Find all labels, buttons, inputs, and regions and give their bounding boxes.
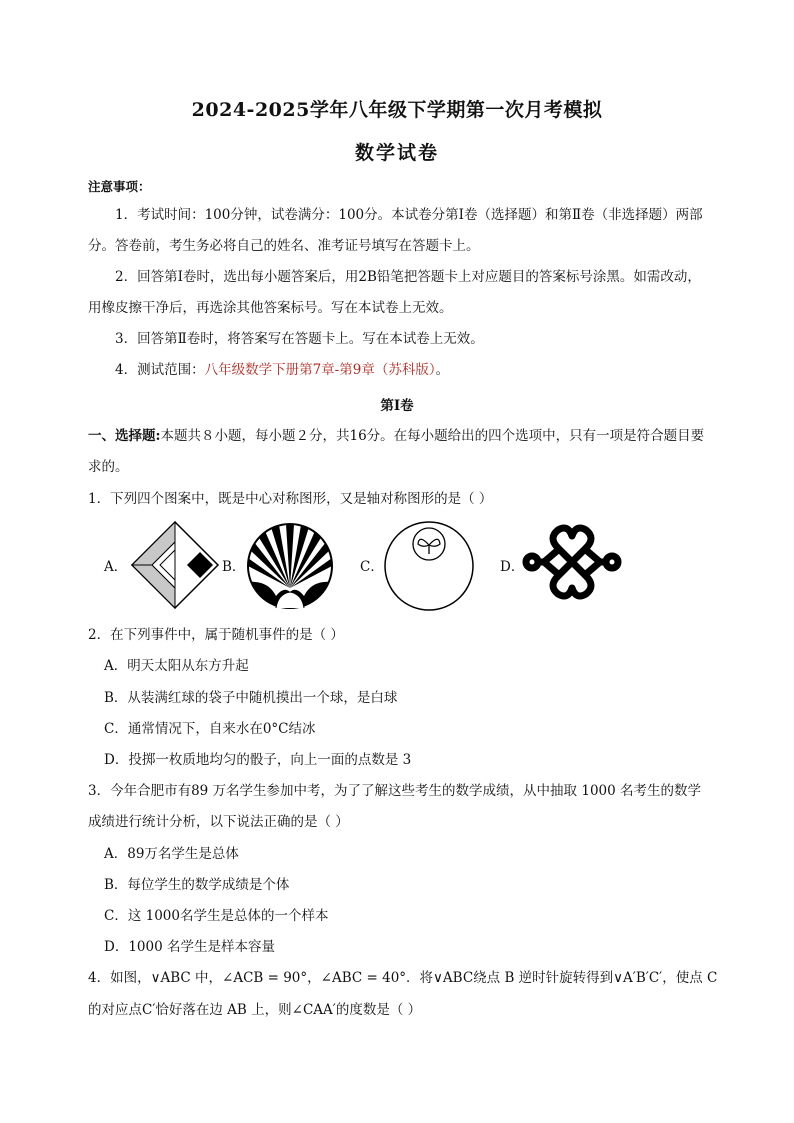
- q1-option-b-label: B．: [222, 559, 246, 575]
- notice-item-1: 1．考试时间：100分钟，试卷满分：100分。本试卷分第Ⅰ卷（选择题）和第Ⅱ卷（非选择题）两部分。答卷前，考生务必将自己的姓名、准考证号填写在答题卡上。: [88, 207, 703, 254]
- q2-option-a: A．明天太阳从东方升起: [104, 658, 249, 674]
- q1-figure-c: [383, 520, 477, 612]
- section-title: 第Ⅰ卷: [380, 398, 414, 414]
- notice-item-4-suffix: 。: [435, 362, 450, 378]
- q1-figure-d: [522, 522, 622, 602]
- exam-title: 2024-2025学年八年级下学期第一次月考模拟: [191, 99, 603, 121]
- q2-option-b: B．从装满红球的袋子中随机摸出一个球，是白球: [104, 690, 398, 706]
- part1-text: 本题共８小题，每小题２分，共16分。在每小题给出的四个选项中，只有一项是符合题目要求的。: [88, 428, 705, 475]
- q3-stem-line-1: 3．今年合肥市有89 万名学生参加中考，为了了解这些考生的数学成绩，从中抽取 1000 名考生的数学: [88, 783, 701, 799]
- q3-option-a: A．89万名学生是总体: [104, 846, 239, 862]
- test-range: 八年级数学下册第7章-第9章（苏科版）: [204, 362, 436, 378]
- q1-option-a-label: A．: [104, 559, 128, 575]
- part1-instructions: [88, 421, 708, 483]
- notice-item-4-prefix: 4．测试范围：: [115, 362, 205, 378]
- q2-option-d: D．投掷一枚质地均匀的骰子，向上一面的点数是 3: [104, 752, 412, 768]
- q3-option-b: B．每位学生的数学成绩是个体: [104, 877, 290, 893]
- q2-option-c: C．通常情况下，自来水在0°C结冰: [104, 721, 316, 737]
- q4-stem-line-2: 的对应点C′恰好落在边 AB 上，则∠CAA′的度数是（ ）: [88, 1002, 422, 1018]
- exam-subtitle: 数学试卷: [354, 142, 439, 164]
- q3-stem-line-2: 成绩进行统计分析，以下说法正确的是（ ）: [88, 814, 349, 830]
- q1-option-c-label: C．: [360, 559, 384, 575]
- notice-item-2: 2．回答第Ⅰ卷时，选出每小题答案后，用2B铅笔把答题卡上对应题目的答案标号涂黑。如需改动，用橡皮擦干净后，再选涂其他答案标号。写在本试卷上无效。: [88, 269, 701, 316]
- q1-figure-a: [130, 520, 220, 610]
- part1-heading: 一、选择题:: [88, 428, 161, 444]
- notice-item-4: [88, 355, 708, 386]
- q1-figure-b: [246, 522, 334, 610]
- q3-option-d: D．1000 名学生是样本容量: [104, 939, 275, 955]
- q2-stem: 2．在下列事件中，属于随机事件的是（ ）: [88, 627, 344, 643]
- notice-heading: 注意事项：: [88, 179, 151, 194]
- q3-option-c: C．这 1000名学生是总体的一个样本: [104, 908, 329, 924]
- q4-stem-line-1: 4．如图，∨ABC 中，∠ACB = 90°，∠ABC = 40°．将∨ABC绕点 B 逆时针旋转得到∨A′B′C′，使点 C: [88, 970, 718, 986]
- q1-option-d-label: D．: [500, 559, 525, 575]
- q1-stem: 1．下列四个图案中，既是中心对称图形，又是轴对称图形的是（ ）: [88, 491, 493, 507]
- notice-item-3: 3．回答第Ⅱ卷时，将答案写在答题卡上。写在本试卷上无效。: [115, 331, 484, 347]
